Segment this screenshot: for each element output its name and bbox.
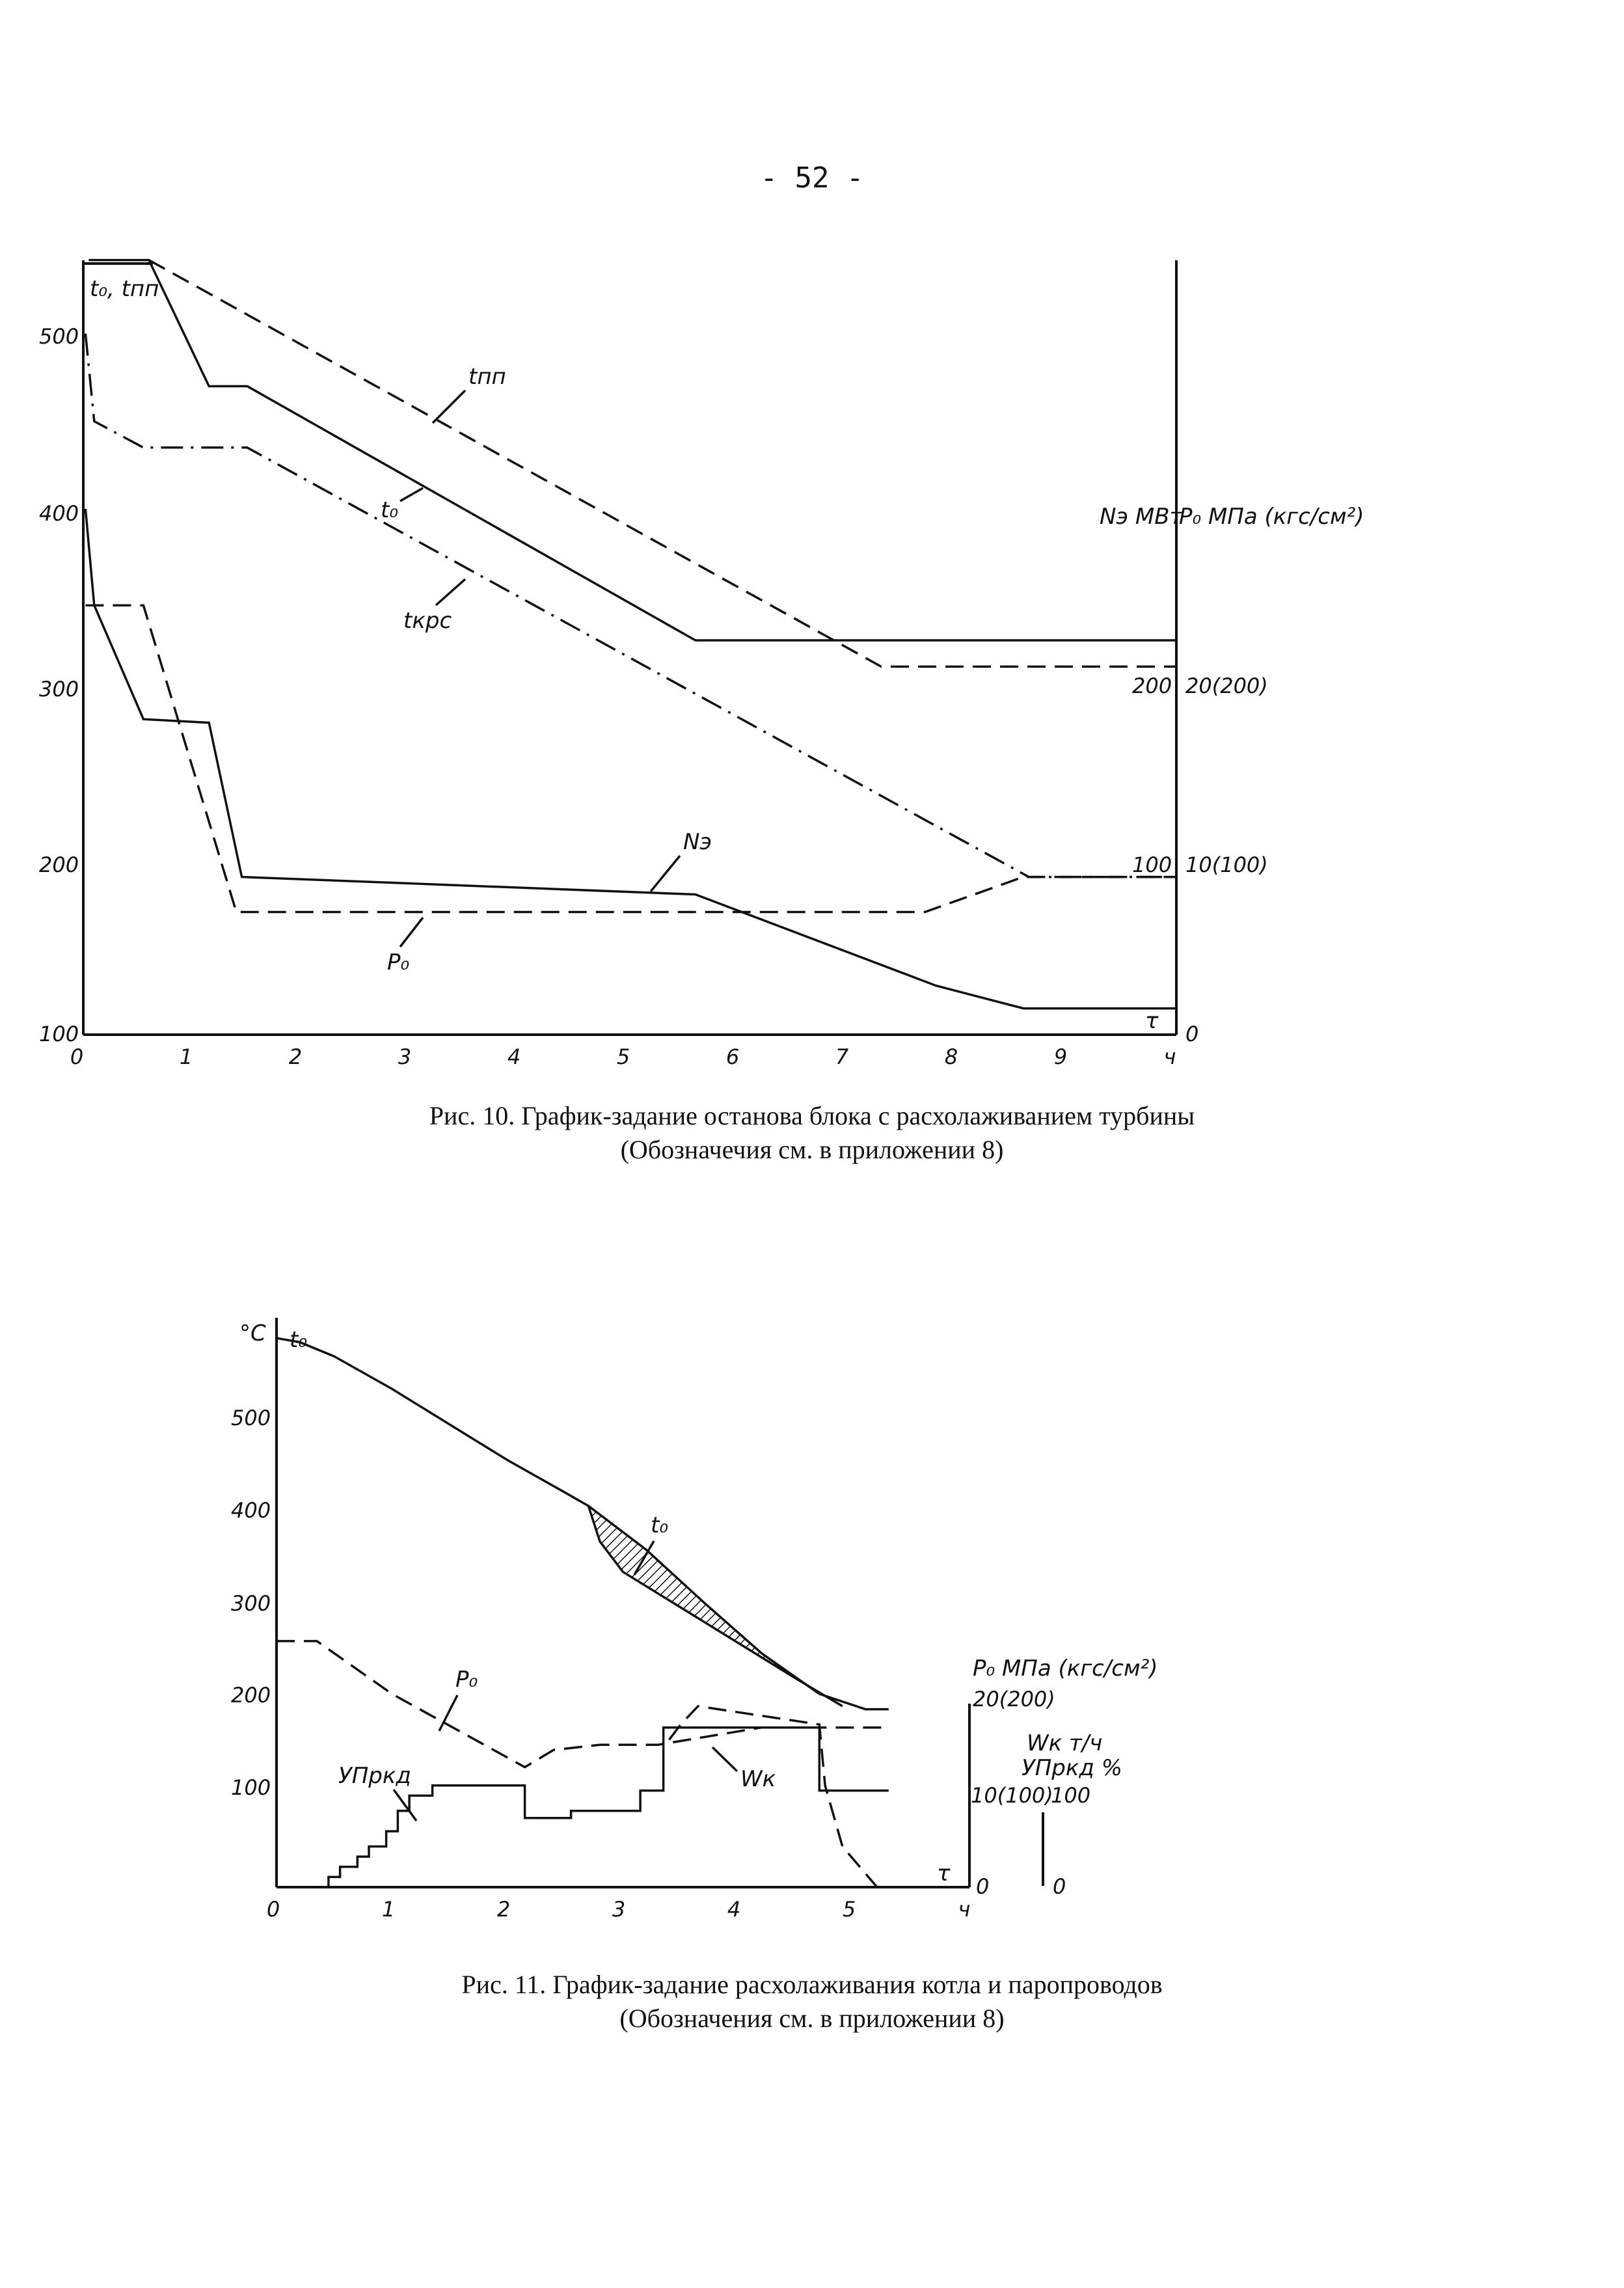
fig10-right-label-N: Nэ МВт xyxy=(1100,504,1183,530)
fig11-label-P0: P₀ xyxy=(455,1667,478,1693)
fig10-ptick-20: 20(200) xyxy=(1185,674,1268,698)
fig10-x-ticks xyxy=(70,1044,1176,1069)
chart1-xtick-2: 2 xyxy=(496,1897,511,1922)
fig10-label-P0: P₀ xyxy=(387,949,410,975)
fig10-right-ticks xyxy=(90,276,1364,1046)
chart0-xtick-9: 9 xyxy=(1053,1044,1068,1069)
fig10-label-tpp: tпп xyxy=(468,364,506,390)
fig10-corner-label: t₀, tпп xyxy=(90,276,159,302)
fig10-tau-label: τ xyxy=(1145,1008,1159,1034)
chart1-xtick-3: 3 xyxy=(612,1897,626,1922)
fig11-label-UP: УПркд xyxy=(338,1763,411,1789)
fig10-series xyxy=(85,260,1176,1009)
chart0-xtick-1: 1 xyxy=(179,1044,193,1069)
fig10-label-tkrs: tкрс xyxy=(403,608,452,634)
chart1-xtick-1: 1 xyxy=(381,1897,396,1922)
fig10-caption-line1: Рис. 10. График-задание останова блока с расхолаживанием турбины xyxy=(429,1101,1195,1130)
fig10-right-label-p: P₀ МПа (кгс/см²) xyxy=(1179,504,1364,530)
chart0-xtick-8: 8 xyxy=(944,1044,958,1069)
chart1-series-2 xyxy=(277,1641,889,1767)
fig11-wtick-0: 0 xyxy=(1053,1874,1066,1899)
fig10-ytick-500: 500 xyxy=(39,324,79,349)
fig11-axes xyxy=(277,1318,1043,1887)
fig11-right-w-label2: УПркд % xyxy=(1022,1755,1123,1781)
chart1-xtick-5: 5 xyxy=(842,1897,856,1922)
chart-fig10 xyxy=(0,0,1624,1106)
fig11-ptick-10: 10(100) xyxy=(971,1783,1053,1808)
fig10-axes xyxy=(83,260,1176,1035)
fig11-ytick-400: 400 xyxy=(231,1498,271,1523)
fig11-ptick-0: 0 xyxy=(976,1874,990,1899)
fig10-Ntick-100: 100 xyxy=(1132,852,1172,877)
chart1-xtick-4: 4 xyxy=(727,1897,741,1922)
fig11-unit-label: °C xyxy=(239,1320,266,1346)
fig10-ytick-400: 400 xyxy=(39,501,79,526)
fig10-label-Ne: Nэ xyxy=(683,829,712,855)
fig11-series-labels xyxy=(338,1512,776,1821)
fig11-tau-label: τ xyxy=(937,1860,951,1886)
fig11-wtick-100: 100 xyxy=(1051,1783,1091,1808)
fig11-label-t0: t₀ xyxy=(651,1512,668,1538)
fig11-t0-label: t₀ xyxy=(290,1327,307,1353)
fig11-ptick-20: 20(200) xyxy=(973,1687,1055,1711)
chart0-series-4 xyxy=(85,605,1176,912)
chart1-series-0 xyxy=(277,1338,889,1709)
fig11-caption-line2: (Обозначения см. в приложении 8) xyxy=(619,2004,1005,2033)
chart1-xtick-6: ч xyxy=(958,1897,971,1922)
page-number: - 52 - xyxy=(760,161,864,195)
chart0-xtick-0: 0 xyxy=(70,1044,84,1069)
fig11-ytick-500: 500 xyxy=(231,1406,271,1430)
fig11-ytick-300: 300 xyxy=(231,1591,271,1616)
fig11-label-Wk: Wк xyxy=(740,1766,776,1792)
fig10-ytick-200: 200 xyxy=(39,852,79,877)
chart0-series-2 xyxy=(85,334,1176,877)
chart0-xtick-3: 3 xyxy=(398,1044,412,1069)
chart0-xtick-6: 6 xyxy=(725,1044,740,1069)
chart0-series-0 xyxy=(149,260,1176,667)
chart0-xtick-10: ч xyxy=(1163,1044,1176,1069)
chart1-series-3 xyxy=(670,1706,878,1887)
fig10-label-t0: t₀ xyxy=(381,497,398,523)
chart0-xtick-4: 4 xyxy=(507,1044,521,1069)
fig11-caption-line1: Рис. 11. График-задание расхолаживания котла и паропроводов xyxy=(461,1970,1163,1999)
fig11-ytick-200: 200 xyxy=(231,1683,271,1708)
fig10-Ntick-200: 200 xyxy=(1132,674,1172,698)
fig10-ptick-0: 0 xyxy=(1185,1022,1199,1046)
chart0-xtick-5: 5 xyxy=(616,1044,630,1069)
fig11-x-ticks xyxy=(267,1897,971,1922)
fig11-ytick-100: 100 xyxy=(231,1775,271,1800)
chart0-xtick-2: 2 xyxy=(288,1044,303,1069)
fig11-series xyxy=(277,1338,889,1887)
fig11-left-ticks xyxy=(231,1320,307,1800)
fig10-ytick-100: 100 xyxy=(39,1022,79,1046)
chart1-series-4 xyxy=(311,1728,889,1887)
fig11-right-w-label1: Wк т/ч xyxy=(1027,1730,1103,1756)
fig10-ptick-10: 10(100) xyxy=(1185,852,1268,877)
fig11-right-p-label: P₀ МПа (кгс/см²) xyxy=(973,1655,1158,1682)
chart1-xtick-0: 0 xyxy=(266,1897,280,1922)
fig10-left-ticks xyxy=(39,324,79,1046)
chart0-series-3 xyxy=(85,509,1176,1009)
chart0-xtick-7: 7 xyxy=(835,1044,849,1069)
chart-fig11 xyxy=(0,1269,1624,1972)
fig10-ytick-300: 300 xyxy=(39,677,79,701)
fig10-caption-line2: (Обозначечия см. в приложении 8) xyxy=(620,1135,1004,1164)
